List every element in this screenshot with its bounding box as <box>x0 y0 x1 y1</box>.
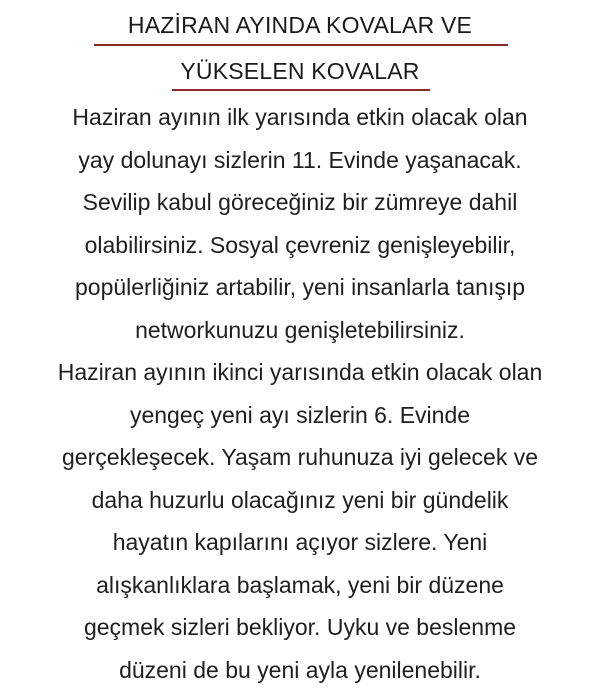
body-line: Haziran ayının ikinci yarısında etkin olacak olan <box>57 359 543 385</box>
body-line: Sevilip kabul göreceğiniz bir zümreye dahil <box>82 189 518 215</box>
title-underline-1 <box>94 44 508 46</box>
body-line: olabilirsiniz. Sosyal çevreniz genişleyebilir, <box>84 231 516 258</box>
body-line: alışkanlıklara başlamak, yeni bir düzene <box>96 571 504 598</box>
title-underline-2 <box>172 89 430 91</box>
body-line: networkunuzu genişletebilirsiniz. <box>135 316 465 343</box>
body-line: popülerliğiniz artabilir, yeni insanlarla tanışıp <box>74 274 526 300</box>
body-line: Haziran ayının ilk yarısında etkin olacak olan <box>72 104 528 130</box>
body-line: hayatın kapılarını açıyor sizlere. Yeni <box>112 529 488 555</box>
body-line: daha huzurlu olacağınız yeni bir gündelik <box>91 486 509 513</box>
body-line: geçmek sizleri bekliyor. Uyku ve beslenme <box>83 614 517 640</box>
body-paragraphs <box>0 96 600 691</box>
body-line: düzeni de bu yeni ayla yenilenebilir. <box>119 656 481 683</box>
page-title-line-1: HAZİRAN AYINDA KOVALAR VE <box>127 12 473 38</box>
body-line: yengeç yeni ayı sizlerin 6. Evinde <box>129 401 471 428</box>
body-line: gerçekleşecek. Yaşam ruhunuza iyi gelecek ve <box>61 444 538 470</box>
page-title-line-2: YÜKSELEN KOVALAR <box>180 58 420 84</box>
body-line: yay dolunayı sizlerin 11. Evinde yaşanacak. <box>78 146 522 173</box>
